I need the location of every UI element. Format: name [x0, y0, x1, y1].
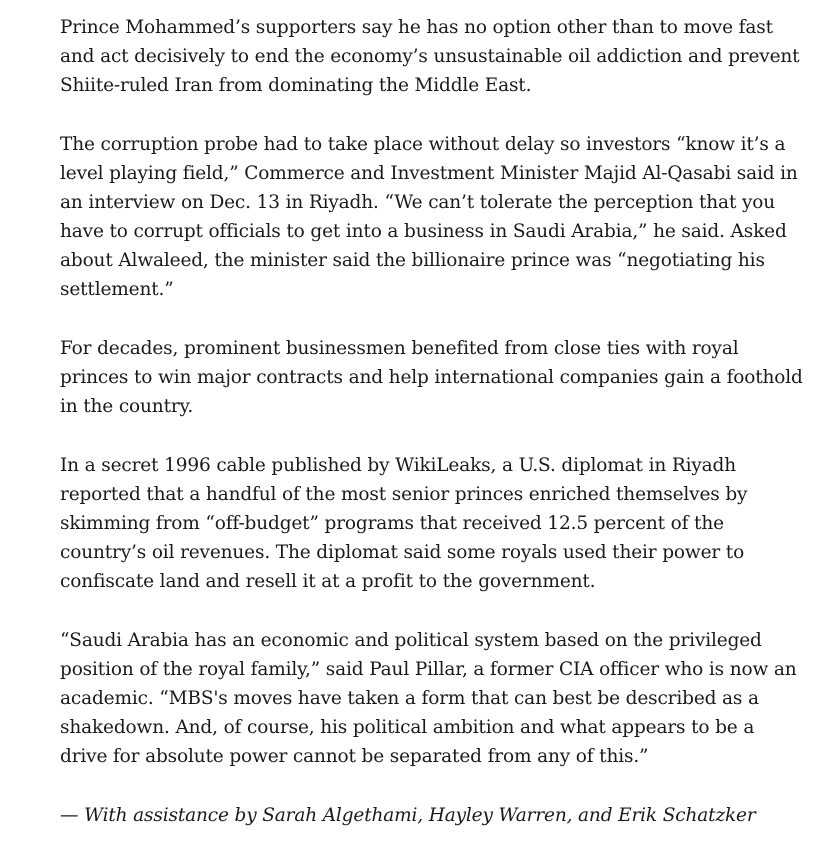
article-paragraph: Prince Mohammed’s supporters say he has no option other than to move fast and act decisively to end the economy’s unsustainable oil addiction and prevent Shiite-ruled Iran from dominating the Middle East. — [60, 17, 800, 96]
article-paragraph: The corruption probe had to take place without delay so investors “know it’s a level playing field,” Commerce and Investment Minister Majid Al-Qasabi said in an interview on Dec. 13 in Riyadh. “We can’t tolerate the perception that you have to corrupt officials to get into a business in Saudi Arabia,” he said. Asked about Alwaleed, the minister said the billionaire prince was “negotiating his settlement.” — [60, 134, 798, 300]
article-paragraph: In a secret 1996 cable published by WikiLeaks, a U.S. diplomat in Riyadh reported that a handful of the most senior princes enriched themselves by skimming from “off-budget” programs that received 12.5 percent of the country’s oil revenues. The diplomat said some royals used their power to confiscate land and resell it at a profit to the government. — [60, 455, 748, 592]
credit-dash: — — [60, 805, 85, 826]
article-body — [60, 13, 805, 860]
article-paragraph: For decades, prominent businessmen benefited from close ties with royal princes to win major contracts and help international companies gain a foothold in the country. — [60, 338, 803, 417]
article-paragraph: “Saudi Arabia has an economic and political system based on the privileged position of the royal family,” said Paul Pillar, a former CIA officer who is now an academic. “MBS's moves have taken a form that can best be described as a shakedown. And, of course, his political ambition and what appears to be a drive for absolute power cannot be separated from any of this.” — [60, 630, 797, 767]
article-credit — [60, 801, 805, 830]
credit-names: With assistance by Sarah Algethami, Hayley Warren, and Erik Schatzker — [84, 805, 756, 826]
